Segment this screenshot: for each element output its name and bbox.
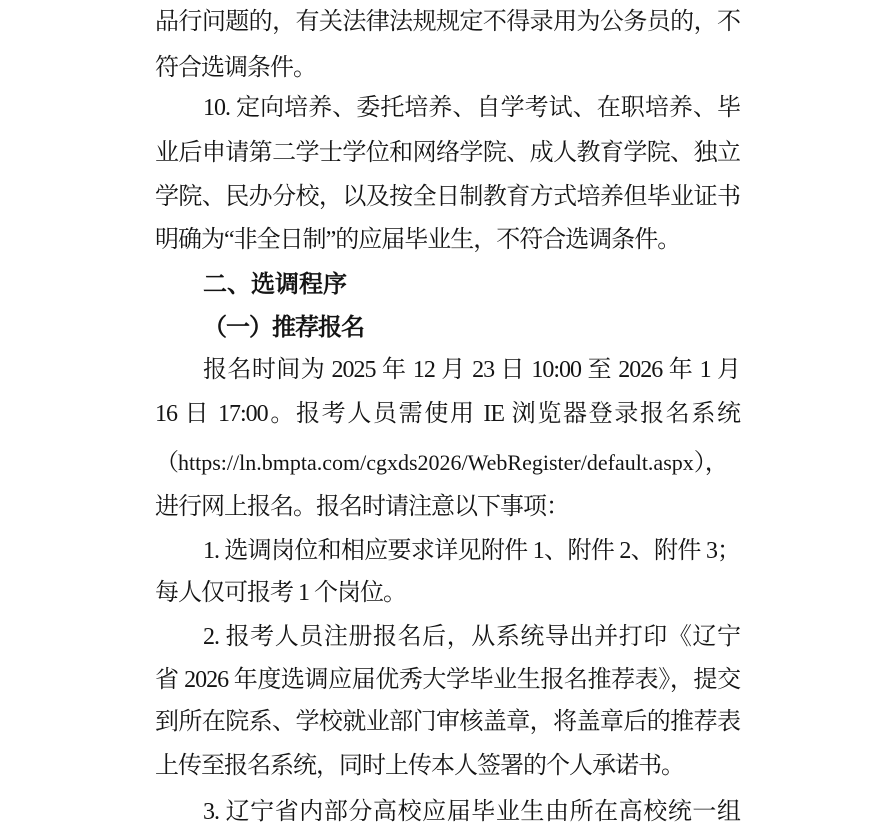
item-10-text-line: 明确为“非全日制”的应届毕业生，不符合选调条件。 <box>155 227 681 253</box>
registration-url-line <box>155 443 740 483</box>
body-text-line: 符合选调条件。 <box>155 55 316 81</box>
item-10-text-line: 业后申请第二学士学位和网络学院、成人教育学院、独立 <box>155 140 740 166</box>
registration-text-line: 进行网上报名。报名时请注意以下事项： <box>155 494 569 520</box>
url-close-paren: ）， <box>693 450 728 476</box>
registration-text-line: 16 日 17:00。报考人员需使用 IE 浏览器登录报名系统 <box>155 401 740 427</box>
subsection-heading: （一）推荐报名 <box>203 315 364 341</box>
section-heading: 二、选调程序 <box>203 271 347 298</box>
note-2-text-line: 到所在院系、学校就业部门审核盖章，将盖章后的推荐表 <box>155 709 740 735</box>
registration-url: https://ln.bmpta.com/cgxds2026/WebRegister/default.aspx <box>178 450 694 475</box>
note-2-text-line: 上传至报名系统，同时上传本人签署的个人承诺书。 <box>155 753 684 779</box>
body-text-line: 品行问题的，有关法律法规规定不得录用为公务员的，不 <box>155 9 740 35</box>
item-10-text-line: 学院、民办分校，以及按全日制教育方式培养但毕业证书 <box>155 184 740 210</box>
note-2-text-line: 2. 报考人员注册报名后，从系统导出并打印《辽宁 <box>203 624 740 650</box>
url-open-paren: （ <box>155 450 178 476</box>
note-1-text-line: 每人仅可报考 1 个岗位。 <box>155 580 406 606</box>
note-1-text-line: 1. 选调岗位和相应要求详见附件 1、附件 2、附件 3； <box>203 538 740 564</box>
note-2-text-line: 省 2026 年度选调应届优秀大学毕业生报名推荐表》，提交 <box>155 667 740 693</box>
note-3-text-line: 3. 辽宁省内部分高校应届毕业生由所在高校统一组 <box>203 799 740 825</box>
registration-text-line: 报名时间为 2025 年 12 月 23 日 10:00 至 2026 年 1 月 <box>203 357 740 383</box>
item-10-text-line: 10. 定向培养、委托培养、自学考试、在职培养、毕 <box>203 95 740 121</box>
